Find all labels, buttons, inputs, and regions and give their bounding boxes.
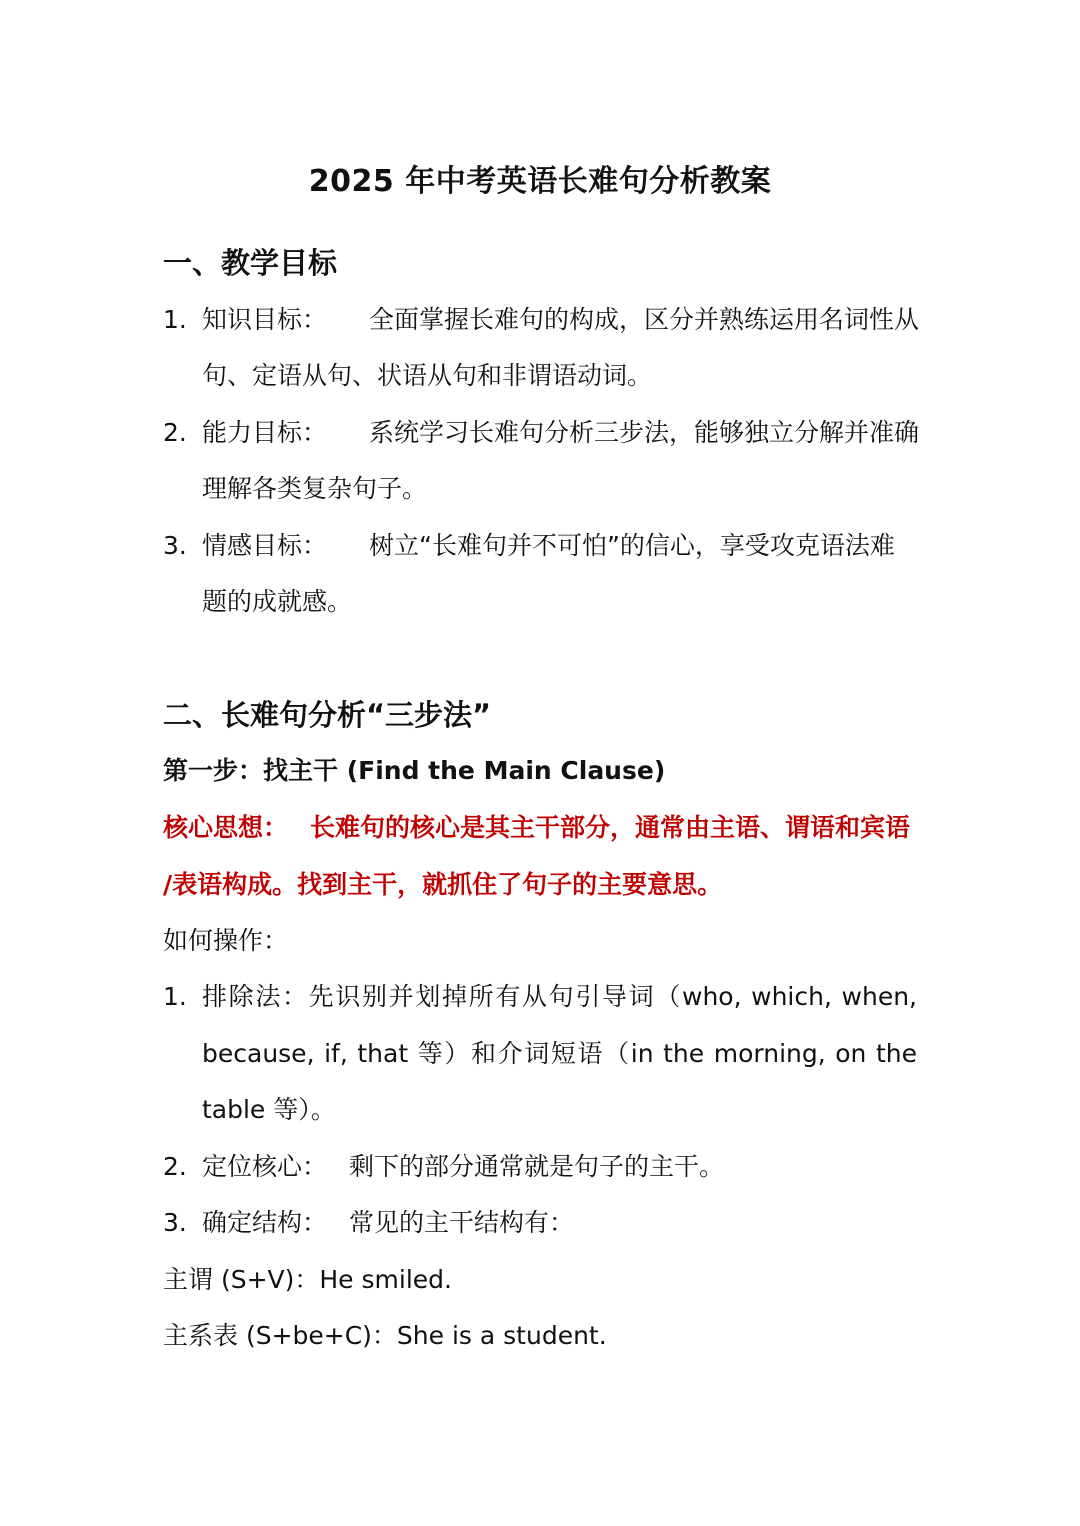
core-idea-continued: /表语构成。找到主干，就抓住了句子的主要意思。 (163, 870, 723, 899)
objective-label: 知识目标： (202, 305, 328, 334)
objective-text-continued: 句、定语从句、状语从句和非谓语动词。 (202, 361, 653, 390)
operation-label: 确定结构： (202, 1208, 328, 1237)
structure-sbec: 主系表 (S+be+C)：She is a student. (163, 1321, 607, 1350)
objective-label: 情感目标： (202, 531, 328, 560)
section-heading-objectives: 一、教学目标 (163, 246, 338, 280)
core-idea-text: 长难句的核心是其主干部分，通常由主语、谓语和宾语 (310, 813, 911, 842)
operation-elimination-continued: because, if, that 等）和介词短语（in the morning, on the (202, 1039, 917, 1068)
operation-number: 3. (163, 1208, 187, 1237)
objective-text: 树立“长难句并不可怕”的信心，享受攻克语法难 (369, 531, 895, 560)
objective-number: 2. (163, 418, 187, 447)
core-idea (163, 808, 917, 848)
structure-sv: 主谓 (S+V)：He smiled. (163, 1265, 452, 1294)
operation-number: 1. (163, 982, 187, 1011)
operation-determine-structure (202, 1203, 917, 1243)
operation-elimination-end: table 等）。 (202, 1095, 336, 1124)
operation-text: 常见的主干结构有： (349, 1208, 575, 1237)
objective-text: 系统学习长难句分析三步法，能够独立分解并准确 (369, 418, 920, 447)
objective-label: 能力目标： (202, 418, 328, 447)
operation-elimination: 排除法：先识别并划掉所有从句引导词（who, which, when, (202, 982, 917, 1011)
objective-text-continued: 题的成就感。 (202, 587, 353, 616)
objective-text-continued: 理解各类复杂句子。 (202, 474, 428, 503)
core-idea-label: 核心思想： (163, 813, 289, 842)
objective-number: 1. (163, 305, 187, 334)
how-to-label: 如何操作： (163, 926, 289, 955)
objective-ability (202, 413, 920, 453)
step-one-title: 第一步：找主干 (Find the Main Clause) (163, 756, 666, 785)
operation-locate-core (202, 1147, 917, 1187)
page-title: 2025 年中考英语长难句分析教案 (308, 164, 772, 199)
objective-knowledge (202, 300, 920, 340)
operation-text: 剩下的部分通常就是句子的主干。 (349, 1152, 725, 1181)
objective-emotion (202, 526, 917, 566)
section-heading-three-steps: 二、长难句分析“三步法” (163, 698, 492, 732)
operation-label: 定位核心： (202, 1152, 328, 1181)
objective-text: 全面掌握长难句的构成，区分并熟练运用名词性从 (369, 305, 920, 334)
objective-number: 3. (163, 531, 187, 560)
operation-number: 2. (163, 1152, 187, 1181)
